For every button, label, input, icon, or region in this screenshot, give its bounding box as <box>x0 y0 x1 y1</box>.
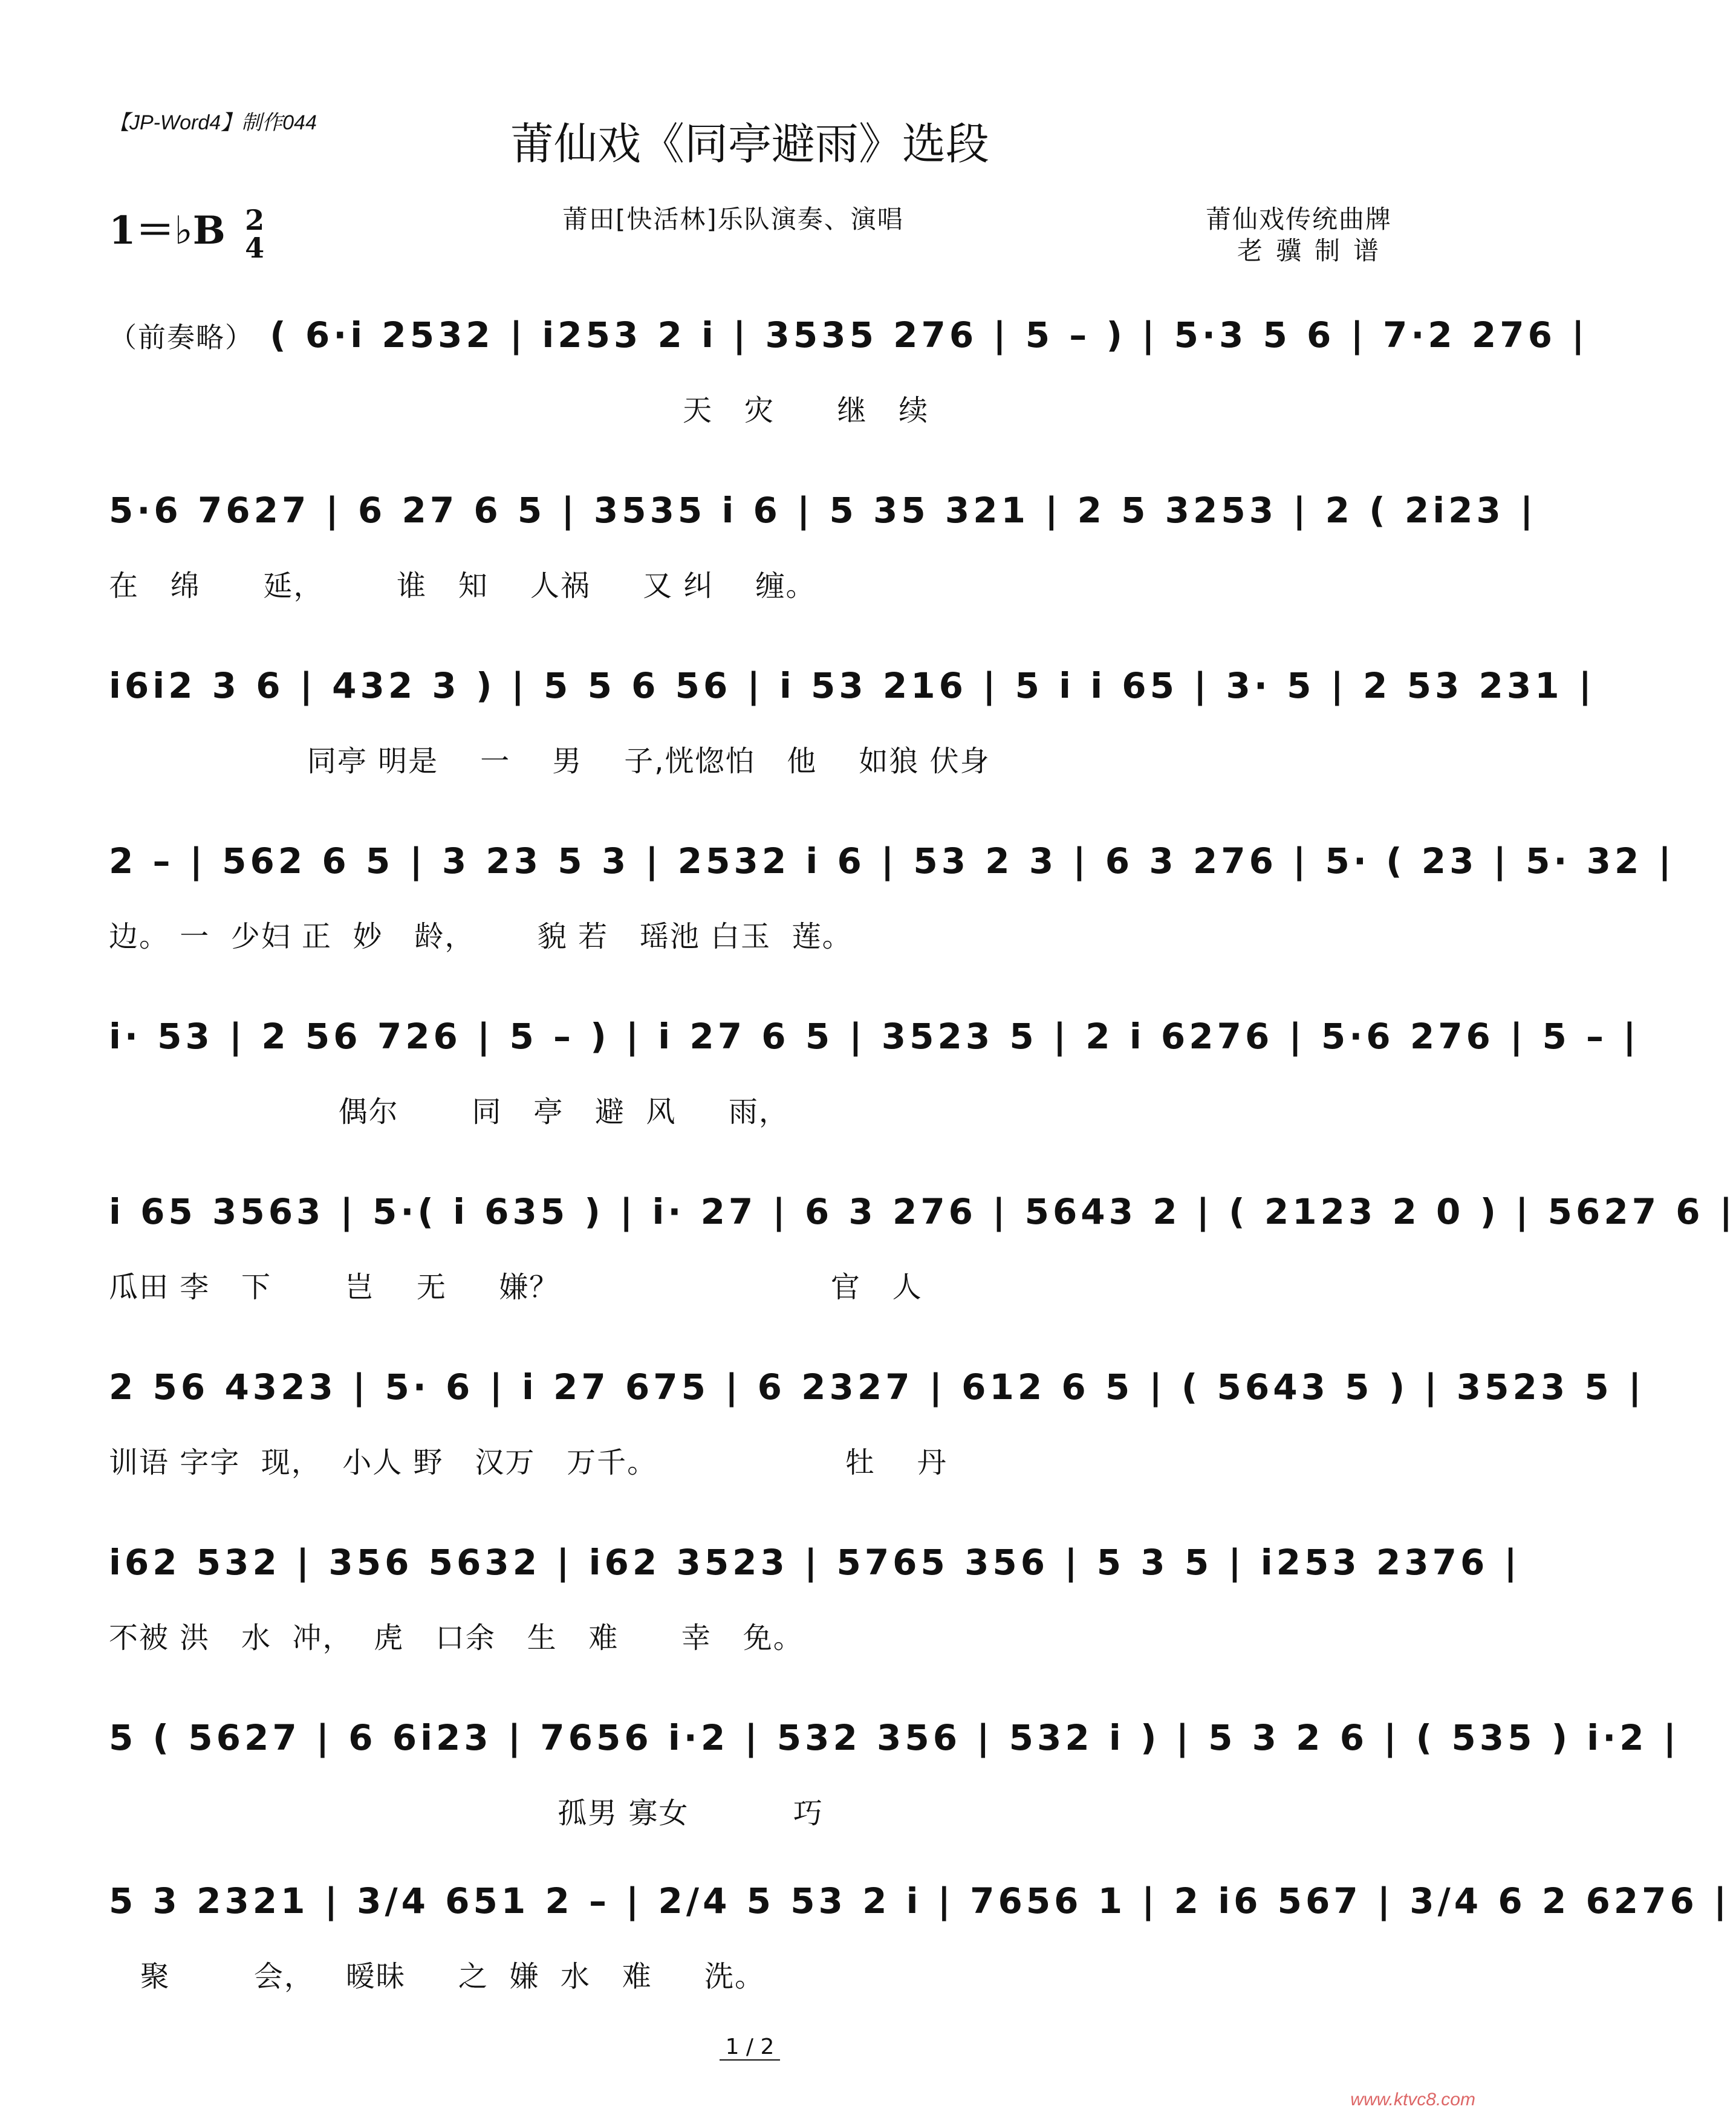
maker-credit: 【JP-Word4】制作044 <box>109 111 317 134</box>
notation-line: 2 56 4323 | 5· 6 | i 27 675 | 6 2327 | 612 6 5 | ( 5643 5 ) | 3523 5 | <box>109 1366 1645 1408</box>
notation-line: i 65 3563 | 5·( i 635 ) | i· 27 | 6 3 276 | 5643 2 | ( 2123 2 0 ) | 5627 6 | <box>109 1191 1736 1232</box>
source-line-1: 莆仙戏传统曲牌 <box>1205 204 1392 234</box>
notation-line: 5 3 2321 | 3/4 651 2 – | 2/4 5 53 2 i | 7656 1 | 2 i6 567 | 3/4 6 2 6276 | <box>109 1880 1731 1921</box>
lyrics-line: 在 绵 延， 谁 知 人祸 又 纠 缠。 <box>109 569 816 603</box>
lyrics-line: 偶尔 同 亭 避 风 雨， <box>109 1095 789 1129</box>
page-title: 莆仙戏《同亭避雨》选段 <box>510 119 989 169</box>
notation-line: i· 53 | 2 56 726 | 5 – ) | i 27 6 5 | 3523 5 | 2 i 6276 | 5·6 276 | 5 – | <box>109 1016 1640 1057</box>
notation-line: i6i2 3 6 | 432 3 ) | 5 5 6 56 | i 53 216 | 5 i i 65 | 3· 5 | 2 53 231 | <box>109 665 1595 706</box>
notation-line <box>109 314 1588 356</box>
lyrics-line: 天 灾 继 续 <box>109 394 929 427</box>
key-tonic: 1＝♭B <box>109 208 226 253</box>
intro-note: （前奏略） <box>109 321 254 354</box>
lyrics-line: 不被 洪 水 冲， 虎 口余 生 难 幸 免。 <box>109 1621 804 1655</box>
lyrics-line: 训语 字字 现， 小人 野 汉万 万千。 牡 丹 <box>109 1446 948 1480</box>
source-line-2: 老骥制谱 <box>1237 236 1392 265</box>
notation-line: 5·6 7627 | 6 27 6 5 | 3535 i 6 | 5 35 321 | 2 5 3253 | 2 ( 2i23 | <box>109 490 1537 531</box>
page-number <box>0 2035 1500 2059</box>
lyrics-line: 同亭 明是 一 男 子,恍惚怕 他 如狼 伏身 <box>109 744 990 778</box>
performer-credit: 莆田[快活林]乐队演奏、演唱 <box>562 204 904 234</box>
lyrics-line: 孤男 寡女 巧 <box>109 1796 824 1830</box>
lyrics-line: 聚 会， 暧昧 之 嫌 水 难 洗。 <box>109 1960 765 1993</box>
notation-line: i62 532 | 356 5632 | i62 3523 | 5765 356 | 5 3 5 | i253 2376 | <box>109 1542 1521 1583</box>
time-signature <box>245 203 265 264</box>
key-signature <box>109 200 264 262</box>
notes: ( 6·i 2532 | i253 2 i | 3535 276 | 5 – ) | 5·3 5 6 | 7·2 276 | <box>270 314 1588 356</box>
time-bottom: 4 <box>245 231 265 264</box>
time-top: 2 <box>245 203 265 236</box>
notation-line: 5 ( 5627 | 6 6i23 | 7656 i·2 | 532 356 | 532 i ) | 5 3 2 6 | ( 535 ) i·2 | <box>109 1717 1680 1758</box>
notation-line: 2 – | 562 6 5 | 3 23 5 3 | 2532 i 6 | 53 2 3 | 6 3 276 | 5· ( 23 | 5· 32 | <box>109 840 1675 882</box>
page-number-text: 1 / 2 <box>720 2035 781 2061</box>
watermark: www.ktvc8.com <box>1350 2090 1475 2110</box>
lyrics-line: 边。 一 少妇 正 妙 龄， 貌 若 瑶池 白玉 莲。 <box>109 920 853 953</box>
lyrics-line: 瓜田 李 下 岂 无 嫌？ 官 人 <box>109 1270 923 1304</box>
